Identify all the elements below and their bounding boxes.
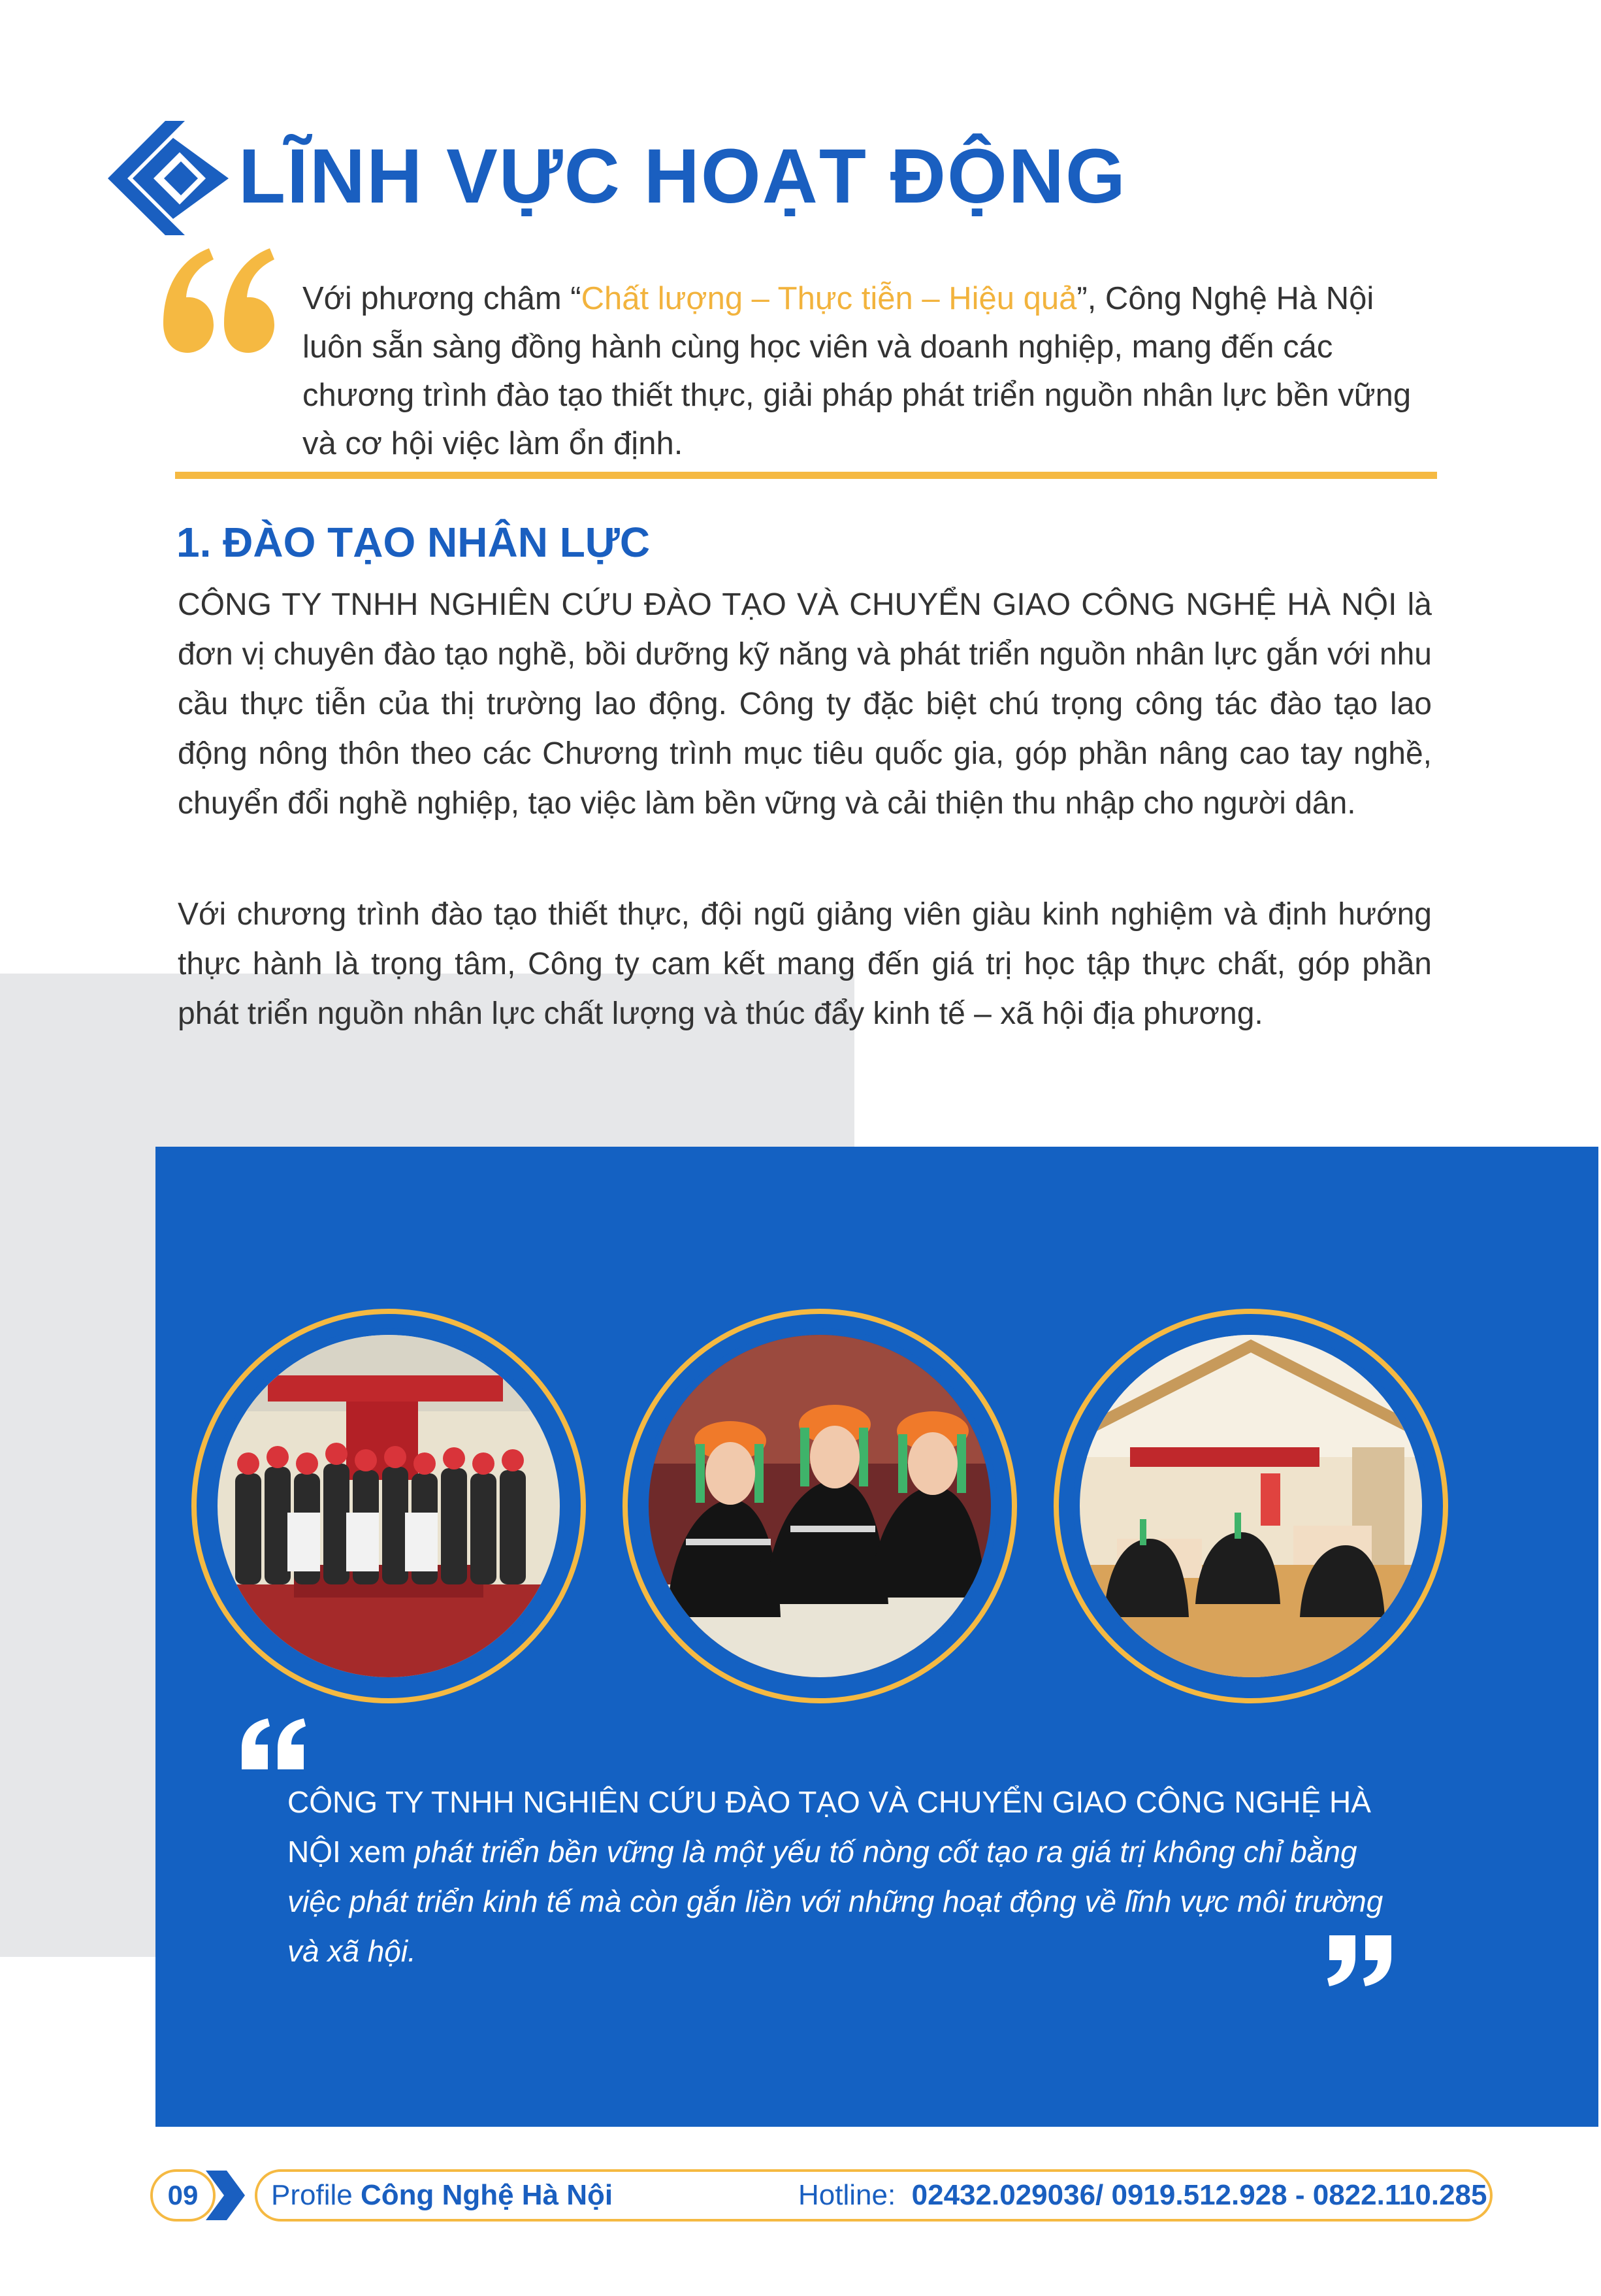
intro-text: Với phương châm “Chất lượng – Thực tiễn – Hiệu quả”, Công Nghệ Hà Nội luôn sẵn sàng đồng hành cùng học viên và doanh nghiệp, mang đến các chương trình đào tạo thiết thực, giải pháp phát triển nguồn nhân lực bền vững và cơ hội việc làm ổn định. [302,281,1412,461]
divider [175,472,1437,479]
footer-profile: Profile Công Nghệ Hà Nội [271,2179,613,2211]
body-paragraph-1: CÔNG TY TNHH NGHIÊN CỨU ĐÀO TẠO VÀ CHUYỂN GIAO CÔNG NGHỆ HÀ NỘI là đơn vị chuyên đào tạo nghề, bồi dưỡng kỹ năng và phát triển nguồn nhân lực gắn với nhu cầu thực tiễn của thị trường lao động. Công ty đặc biệt chú trọng công tác đào tạo lao động nông thôn theo các Chương trình mục tiêu quốc gia, góp phần nâng cao tay nghề, chuyển đổi nghề nghiệp, tạo việc làm bền vững và cải thiện thu nhập cho người dân. [178,587,1432,821]
intro-highlight: Chất lượng – Thực tiễn – Hiệu quả [581,281,1077,316]
chevron-right-icon [206,2171,245,2220]
page-number: 09 [150,2169,216,2222]
hotline-numbers: 02432.029036/ 0919.512.928 - 0822.110.285 [911,2179,1487,2211]
quote-text: CÔNG TY TNHH NGHIÊN CỨU ĐÀO TẠO VÀ CHUYỂN GIAO CÔNG NGHỆ HÀ NỘI xem phát triển bền vững là một yếu tố nòng cốt tạo ra giá trị không chỉ bằng việc phát triển kinh tế mà còn gắn liền với những hoạt động về lĩnh vực môi trường và xã hội. [287,1785,1383,1968]
section-heading: 1. ĐÀO TẠO NHÂN LỰC [176,519,651,566]
quote-open-icon [238,1718,310,1771]
quote-open-icon [154,245,284,356]
quote-close-icon [1326,1934,1398,1986]
page-title: LĨNH VỰC HOẠT ĐỘNG [238,133,1127,220]
body-paragraph-2: Với chương trình đào tạo thiết thực, đội ngũ giảng viên giàu kinh nghiệm và định hướng thực hành là trọng tâm, Công ty cam kết mang đến giá trị học tập thực chất, góp phần phát triển nguồn nhân lực chất lượng và thúc đẩy kinh tế – xã hội địa phương. [178,897,1432,1031]
footer-hotline: Hotline: 02432.029036/ 0919.512.928 - 0822.110.285 [798,2179,1487,2211]
double-chevron-icon [108,121,229,235]
photo-ring-band [189,1277,1450,1735]
